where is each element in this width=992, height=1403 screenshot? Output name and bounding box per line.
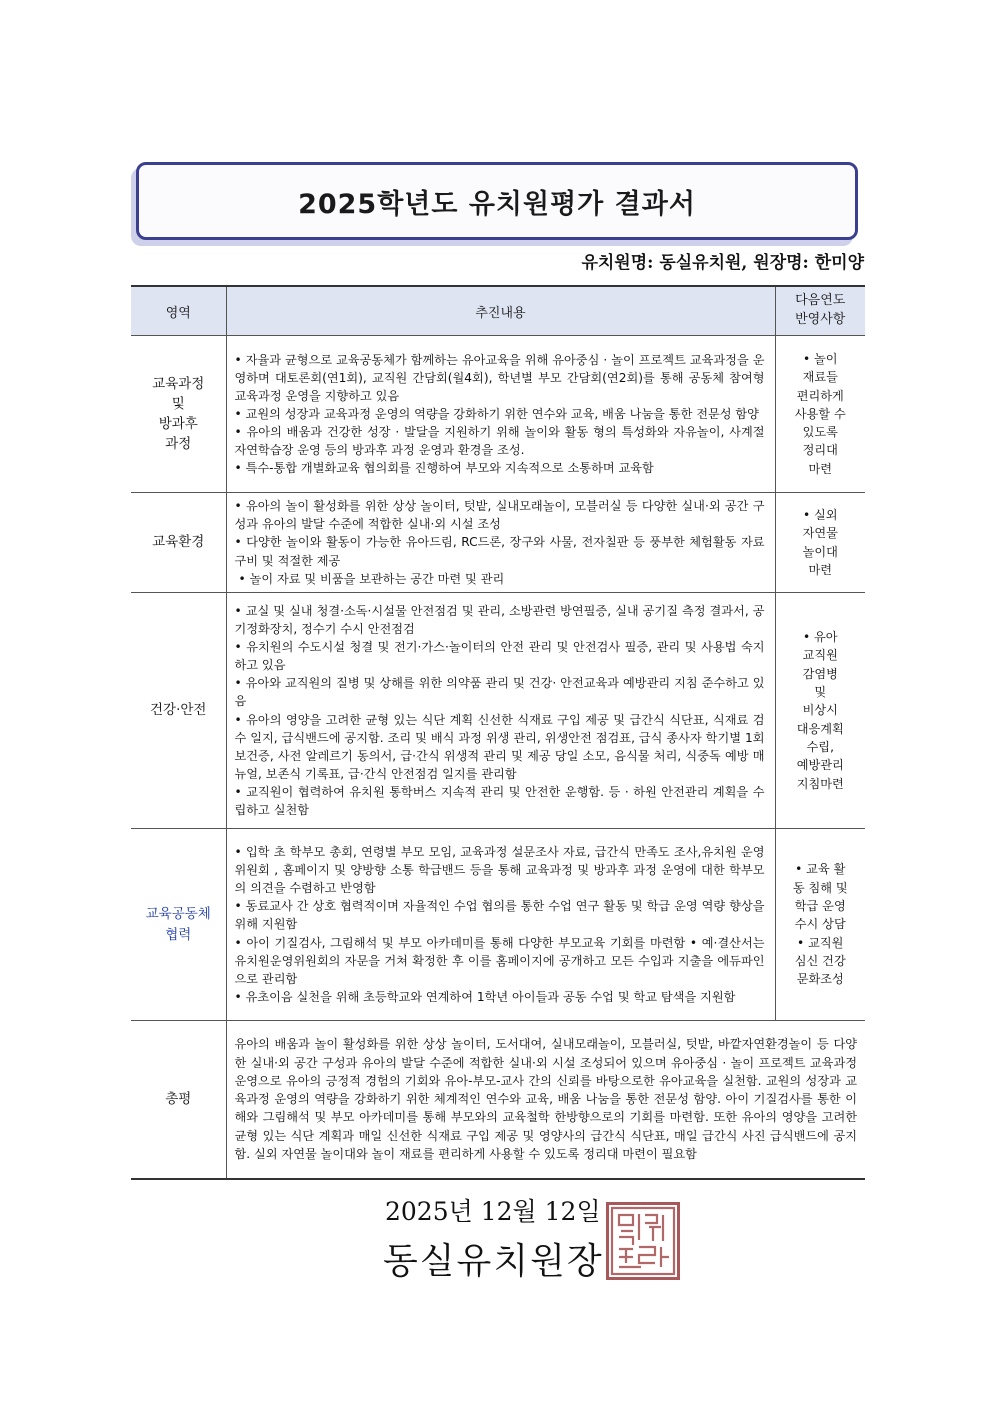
title-box [136, 162, 858, 240]
table-row [131, 336, 865, 493]
next-year-cell: • 놀이 재료들 편리하게 사용할 수 있도록 정리대 마련 [775, 336, 865, 493]
content-item: • 놀이 자료 및 비품을 보관하는 공간 마련 및 관리 [238, 571, 505, 586]
content-item: • 자율과 균형으로 교육공동체가 함께하는 유아교육을 위해 유아중심 · 놀이 프로젝트 교육과정을 운영하며 대토론회(연1회), 교직원 간담회(월4회), 학년별 부모 간담회(연2회)를 통해 공동체 참여형 교육과정 운영을 지향하고 있음 [234, 352, 765, 403]
evaluation-table [131, 285, 865, 1180]
summary-text: 유아의 배움과 놀이 활성화를 위한 상상 놀이터, 도서대여, 실내모래놀이, 모블러실, 텃밭, 바깥자연환경놀이 등 다양한 실내·외 공간 구성과 유아의 발달 수준에 적합한 실내·외 시설 조성되어 있으며 유아중심 · 놀이 프로젝트 교육과정 운영으로 유아의 긍정적 경험의 기회와 유아-부모-교사 간의 신뢰를 바탕으로한 유아교육을 실천함. 교원의 성장과 교육과정 운영의 역량을 강화하기 위한 체계적인 연수와 교육, 배움 나눔을 통한 전문성 함양. 아이 기질검사를 통한 이해와 그림해석 및 부모 아카데미를 통해 부모와의 교육철학 한방향으로의 기회를 마련함. 또한 유아의 영양을 고려한 균형 있는 식단 계획과 매일 신선한 식재료 구입 제공 및 영양사의 급간식 식단표, 매일 급간식 사진 급식밴드에 공지함. 실외 자연물 놀이대와 놀이 재료를 편리하게 사용할 수 있도록 정리대 마련이 필요함 [226, 1021, 865, 1179]
page-title: 2025학년도 유치원평가 결과서 [298, 188, 696, 220]
content-item: • 아이 기질검사, 그림해석 및 부모 아카데미를 통해 다양한 부모교육 기회를 마련함 • 예·결산서는 유치원운영위원회의 자문을 거쳐 확정한 후 이를 홈페이지에 공개하고 모든 수입과 지출을 에듀파인으로 관리함 [234, 935, 765, 986]
content-item: • 특수-통합 개별화교육 협의회를 진행하여 부모와 지속적으로 소통하며 교육함 [234, 461, 654, 476]
content-item: • 유아의 배움과 건강한 성장 · 발달을 지원하기 위해 놀이와 활동 형의 특성화와 자유놀이, 사계절 자연학습장 운영 등의 방과후 과정 운영과 환경을 조성. [234, 425, 765, 458]
content-item: • 입학 초 학부모 총회, 연령별 부모 모임, 교육과정 설문조사 자료, 급간식 만족도 조사,유치원 운영위원회 , 홈페이지 및 양방향 소통 학급밴드 등을 통해 교육과정 및 방과후 과정 운영에 대한 학부모의 의견을 수렴하고 반영함 [234, 845, 765, 896]
signer-name: 동실유치원장 [383, 1241, 604, 1282]
next-year-cell: • 실외 자연물 놀이대 마련 [775, 493, 865, 593]
content-item: • 유아의 놀이 활성화를 위한 상상 놀이터, 텃밭, 실내모래놀이, 모블러실 등 다양한 실내·외 공간 구성과 유아의 발달 수준에 적합한 실내·외 시설 조성 [234, 499, 765, 532]
content-cell [226, 593, 775, 829]
area-cell: 교육환경 [131, 493, 226, 593]
area-cell: 건강·안전 [131, 593, 226, 829]
next-year-cell: • 유아 교직원 감염병 및 비상시 대응계획 수립, 예방관리 지침마련 [775, 593, 865, 829]
content-item: • 유아와 교직원의 질병 및 상해를 위한 의약품 관리 및 건강· 안전교육과 예방관리 지침 준수하고 있음 [234, 676, 765, 709]
area-cell: 교육과정 및 방과후 과정 [131, 336, 226, 493]
table-row [131, 493, 865, 593]
header-area: 영역 [131, 286, 226, 336]
seal-graphic [609, 1205, 677, 1277]
content-item: • 유초이음 실천을 위해 초등학교와 연계하여 1학년 아이들과 공동 수업 및 학교 탐색을 지원함 [234, 989, 736, 1004]
table-row [131, 593, 865, 829]
table-row [131, 829, 865, 1021]
next-year-cell: • 교육 활 동 침해 및 학급 운영 수시 상담 • 교직원 심신 건강 문화조성 [775, 829, 865, 1021]
content-cell [226, 336, 775, 493]
issue-date: 2025년 12월 12일 [385, 1197, 601, 1226]
summary-row [131, 1021, 865, 1179]
header-next-year: 다음연도 반영사항 [775, 286, 865, 336]
kindergarten-info: 유치원명: 동실유치원, 원장명: 한미양 [581, 253, 864, 273]
table-header-row [131, 286, 865, 336]
area-cell: 교육공동체 협력 [131, 829, 226, 1021]
content-item: • 다양한 놀이와 활동이 가능한 유아드림, RC드론, 장구와 사물, 전자칠판 등 풍부한 체험활동 자료 구비 및 적절한 제공 [234, 535, 765, 568]
content-cell [226, 829, 775, 1021]
content-cell [226, 493, 775, 593]
content-item: • 동료교사 간 상호 협력적이며 자율적인 수업 협의를 통한 수업 연구 활동 및 학급 운영 역량 향상을 위해 지원함 [234, 899, 765, 932]
header-content: 추진내용 [226, 286, 775, 336]
content-item: • 교실 및 실내 청결·소독·시설물 안전점검 및 관리, 소방관련 방연필증, 실내 공기질 측정 결과서, 공기정화장치, 정수기 수시 안전점검 [234, 604, 765, 637]
content-item: • 유아의 영양을 고려한 균형 있는 식단 계획 신선한 식재료 구입 제공 및 급간식 식단표, 식재료 검수 일지, 급식밴드에 공지함. 조리 및 배식 과정 위생 관리, 위생안전 점검표, 급식 종사자 학기별 1회 보건증, 사전 알레르기 동의서, 급·간식 위생적 관리 및 제공 당일 소모, 음식물 처리, 식중독 예방 매뉴얼, 보존식 기록표, 급·간식 안전점검 일지를 관리함 [234, 712, 765, 781]
content-item: • 교원의 성장과 교육과정 운영의 역량을 강화하기 위한 연수와 교육, 배움 나눔을 통한 전문성 함양 [234, 406, 759, 421]
official-seal-icon [606, 1202, 680, 1280]
content-item: • 교직원이 협력하여 유치원 통학버스 지속적 관리 및 안전한 운행함. 등 · 하원 안전관리 계획을 수립하고 실천함 [234, 784, 765, 817]
content-item: • 유치원의 수도시설 청결 및 전기·가스·놀이터의 안전 관리 및 안전검사 필증, 관리 및 사용법 숙지하고 있음 [234, 640, 765, 673]
summary-label: 총평 [131, 1021, 226, 1179]
